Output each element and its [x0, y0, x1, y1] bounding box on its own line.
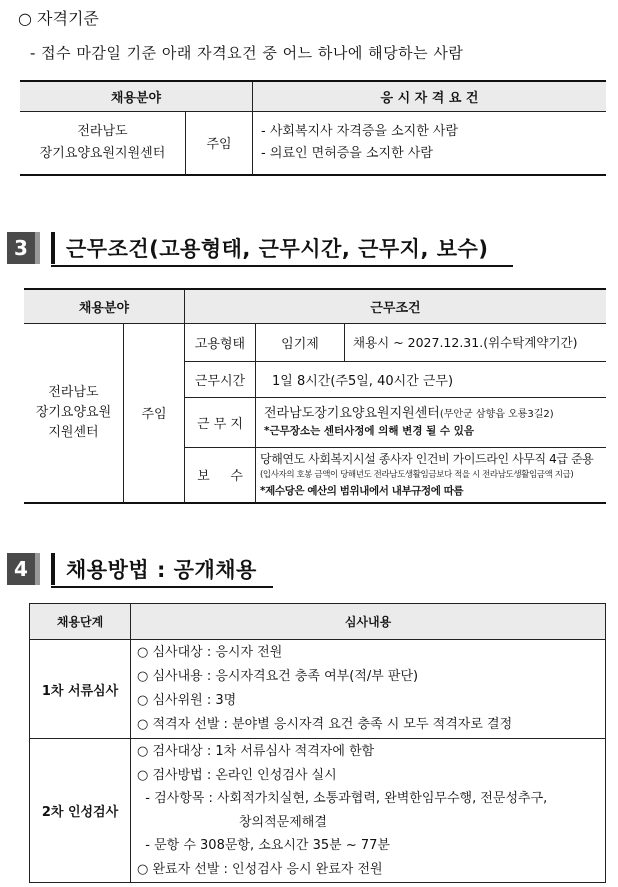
workplace-name: 전라남도장기요양요원지원센터 [264, 405, 440, 421]
section-underline [51, 586, 273, 588]
label-employment-type: 고용형태 [185, 323, 256, 361]
work-conditions-table [24, 288, 606, 504]
list-item: ○ 검사방법 : 온라인 인성검사 실시 [137, 767, 337, 783]
position-cell: 주임 [124, 323, 185, 503]
list-item: 창의적문제해결 [239, 814, 327, 830]
stage-name: 1차 서류심사 [30, 640, 131, 739]
list-item: ○ 완료자 선발 : 인성검사 응시 완료자 전원 [137, 861, 383, 877]
work-hours-value: 1일 8시간(주5일, 40시간 근무) [256, 361, 607, 397]
requirement-item: - 사회복지사 자격증을 소지한 사람 [261, 123, 459, 139]
position-cell: 주임 [186, 111, 253, 175]
qualification-table [20, 80, 606, 176]
header-field: 채용분야 [20, 81, 253, 111]
list-item: - 검사항목 : 사회적가치실현, 소통과협력, 완벽한임무수행, 전문성추구, [137, 791, 548, 806]
list-item: ○ 검사대상 : 1차 서류심사 적격자에 한함 [137, 744, 375, 759]
section-number-badge: 4 [7, 553, 40, 585]
header-conditions: 근무조건 [185, 289, 607, 323]
selection-method-table [29, 603, 606, 883]
header-field: 채용분야 [24, 289, 185, 323]
requirements-cell [253, 111, 607, 175]
section-title: 채용방법 : 공개채용 [66, 558, 257, 582]
list-item: ○ 심사대상 : 응시자 전원 [137, 645, 283, 660]
salary-detail: (입사자의 호봉 금액이 당해년도 전라남도생활임금보다 적을 시 전라남도생활임금액 지급) [260, 469, 574, 480]
salary-value [256, 447, 607, 503]
section-bar [51, 553, 55, 585]
workplace-note: *근무장소는 센터사정에 의해 변경 될 수 있음 [264, 424, 474, 437]
section-title: 근무조건(고용형태, 근무시간, 근무지, 보수) [66, 237, 489, 261]
field-cell: 전라남도 장기요양요원 지원센터 [24, 323, 124, 503]
requirement-item: - 의료인 면허증을 소지한 사람 [261, 145, 433, 161]
salary-main: 당해연도 사회복지시설 종사자 인건비 가이드라인 사무직 4급 준용 [260, 451, 594, 466]
list-item: - 문항 수 308문항, 소요시간 35분 ~ 77분 [137, 838, 390, 853]
employment-period-value: 채용시 ~ 2027.12.31.(위수탁계약기간) [345, 323, 607, 361]
header-stage: 채용단계 [30, 604, 131, 640]
label-workplace: 근 무 지 [185, 397, 256, 447]
workplace-address: (무안군 삼향읍 오룡3길2) [439, 408, 554, 420]
qualification-description: - 접수 마감일 기준 아래 자격요건 중 어느 하나에 해당하는 사람 [30, 44, 464, 62]
stage-items [131, 640, 606, 739]
stage-items [131, 739, 606, 883]
header-content: 심사내용 [131, 604, 606, 640]
list-item: ○ 심사내용 : 응시자격요건 충족 여부(적/부 판단) [137, 669, 419, 684]
list-item: ○ 적격자 선발 : 분야별 응시자격 요건 충족 시 모두 적격자로 결정 [137, 717, 513, 732]
section-underline [51, 265, 513, 267]
stage-name: 2차 인성검사 [30, 739, 131, 883]
section-number-badge: 3 [7, 232, 40, 264]
employment-type-value: 임기제 [256, 323, 345, 361]
qualification-heading: ○ 자격기준 [18, 9, 99, 28]
label-work-hours: 근무시간 [185, 361, 256, 397]
label-salary: 보 수 [185, 447, 256, 503]
header-requirements: 응 시 자 격 요 건 [253, 81, 607, 111]
section-bar [51, 232, 55, 264]
salary-note: *제수당은 예산의 범위내에서 내부규정에 따름 [260, 484, 464, 497]
field-cell: 전라남도 장기요양요원지원센터 [20, 111, 186, 175]
list-item: ○ 심사위원 : 3명 [137, 693, 237, 708]
workplace-value [256, 397, 607, 447]
